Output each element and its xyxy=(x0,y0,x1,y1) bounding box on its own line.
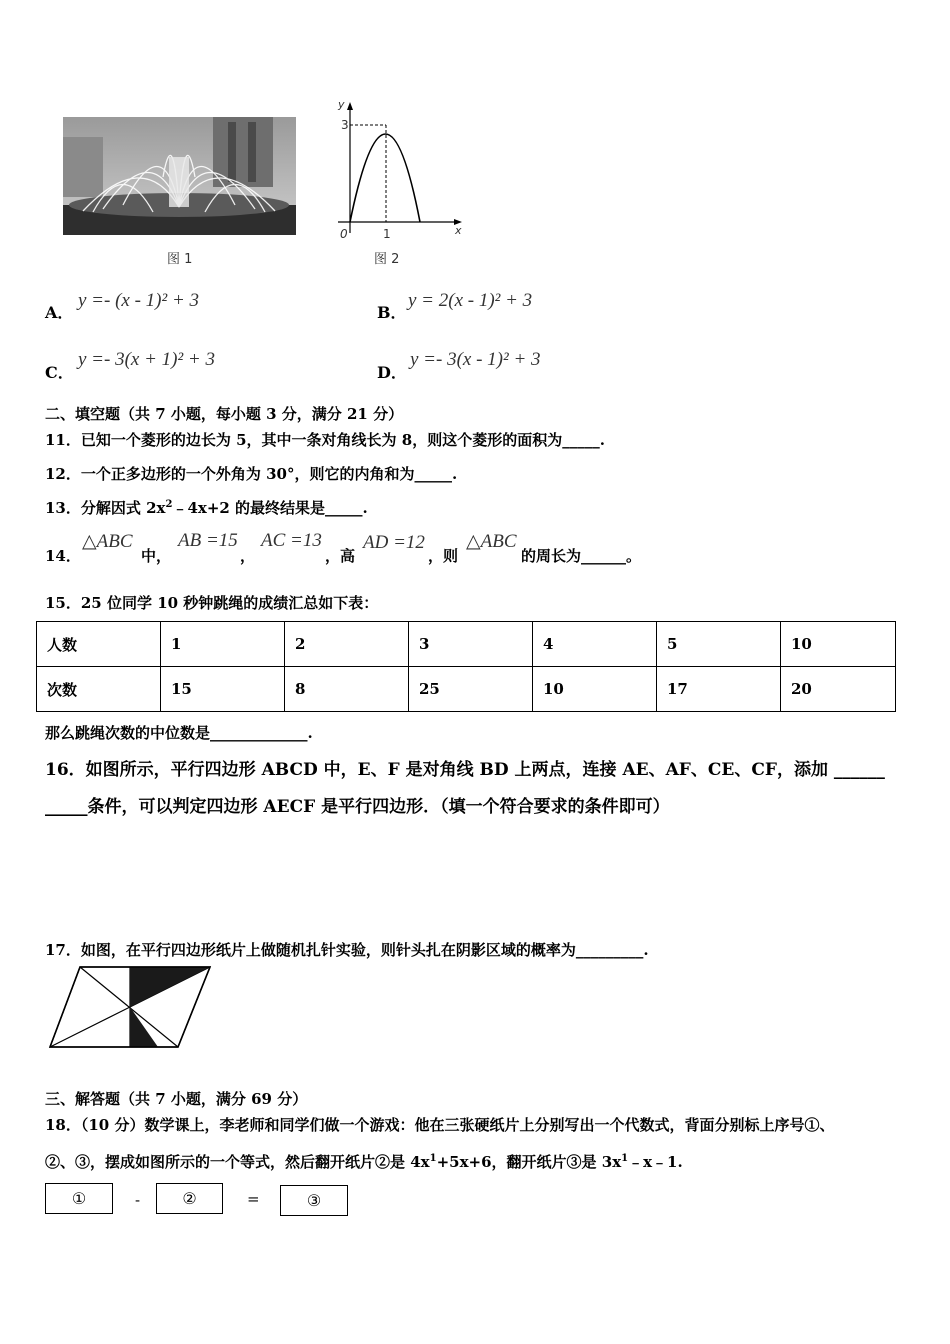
table-cell: 人数 xyxy=(37,622,161,667)
table-cell: 17 xyxy=(657,667,781,712)
question-12: 12．一个正多边形的一个外角为 30°，则它的内角和为_____. xyxy=(45,465,458,483)
parallelogram-figure xyxy=(48,965,213,1050)
section-2-heading: 二、填空题（共 7 小题，每小题 3 分，满分 21 分） xyxy=(45,405,404,423)
option-d-letter: D． xyxy=(377,363,407,382)
option-b-letter: B． xyxy=(377,303,407,322)
fountain-photo xyxy=(63,117,296,235)
card-1: ① xyxy=(45,1183,113,1214)
q14-comma: ， xyxy=(240,547,256,565)
graph-y-tick: 3 xyxy=(341,118,349,132)
question-16-line-1: 16．如图所示，平行四边形 ABCD 中，E、F 是对角线 BD 上两点，连接 AE、AF、CE、CF，添加 ______ xyxy=(45,760,885,780)
table-cell: 25 xyxy=(409,667,533,712)
figure-1-caption: 图 1 xyxy=(167,252,193,267)
table-cell: 5 xyxy=(657,622,781,667)
option-a-formula: y =- (x - 1)² + 3 xyxy=(78,290,200,311)
figure-2-caption: 图 2 xyxy=(374,252,400,267)
score-table xyxy=(36,621,896,712)
option-c-formula: y =- 3(x + 1)² + 3 xyxy=(78,349,216,370)
card-3: ③ xyxy=(280,1185,348,1216)
table-cell: 15 xyxy=(161,667,285,712)
q14-triangle-abc-2: △ABC xyxy=(466,531,517,552)
question-18-line-2: ②、③，摆成如图所示的一个等式，然后翻开纸片②是 $4x^1+5x+6$，翻开纸片③是 $3x^1﹣x﹣1$. xyxy=(45,1153,683,1171)
minus-sign: - xyxy=(135,1191,141,1209)
question-11: 11．已知一个菱形的边长为 5，其中一条对角线长为 8，则这个菱形的面积为_____. xyxy=(45,431,605,449)
table-cell: 2 xyxy=(285,622,409,667)
table-row xyxy=(37,667,896,712)
card-2: ② xyxy=(156,1183,223,1214)
graph-x-tick: 1 xyxy=(383,227,391,241)
option-a-letter: A． xyxy=(45,303,74,322)
table-cell: 4 xyxy=(533,622,657,667)
q14-ab: AB =15 xyxy=(178,530,238,551)
q14-gao: ，高 xyxy=(325,547,356,565)
table-cell: 1 xyxy=(161,622,285,667)
option-d-formula: y =- 3(x - 1)² + 3 xyxy=(410,349,541,370)
q14-ac: AC =13 xyxy=(261,530,322,551)
q14-ad: AD =12 xyxy=(363,532,425,553)
graph-x-label: x xyxy=(455,224,462,237)
table-cell: 20 xyxy=(781,667,896,712)
question-18-line-1: 18．（10 分）数学课上，李老师和同学们做一个游戏：他在三张硬纸片上分别写出一个代数式，背面分别标上序号①、 xyxy=(45,1116,835,1134)
question-17: 17．如图，在平行四边形纸片上做随机扎针实验，则针头扎在阴影区域的概率为_________. xyxy=(45,941,649,959)
table-cell: 次数 xyxy=(37,667,161,712)
option-c-letter: C． xyxy=(45,363,74,382)
table-row xyxy=(37,622,896,667)
option-b-formula: y = 2(x - 1)² + 3 xyxy=(408,290,533,311)
question-13: 13．分解因式 $2x^2﹣4x+2$ 的最终结果是_____. xyxy=(45,499,368,517)
q14-zhong: 中， xyxy=(141,547,172,565)
table-cell: 10 xyxy=(533,667,657,712)
question-16-line-2: _____条件，可以判定四边形 AECF 是平行四边形．（填一个符合要求的条件即可） xyxy=(45,797,670,817)
parabola-graph xyxy=(330,98,465,243)
question-15: 15．25 位同学 10 秒钟跳绳的成绩汇总如下表： xyxy=(45,594,379,612)
q14-ze: ，则 xyxy=(428,547,459,565)
question-15-follow: 那么跳绳次数的中位数是_____________. xyxy=(45,724,313,742)
q14-triangle-abc: △ABC xyxy=(82,531,133,552)
graph-origin: 0 xyxy=(340,227,348,241)
table-cell: 8 xyxy=(285,667,409,712)
table-cell: 3 xyxy=(409,622,533,667)
equals-sign: = xyxy=(247,1190,260,1208)
graph-y-label: y xyxy=(338,98,345,111)
q14-tail: 的周长为______。 xyxy=(521,547,642,565)
question-14-number: 14． xyxy=(45,547,81,565)
table-cell: 10 xyxy=(781,622,896,667)
section-3-heading: 三、解答题（共 7 小题，满分 69 分） xyxy=(45,1090,308,1108)
